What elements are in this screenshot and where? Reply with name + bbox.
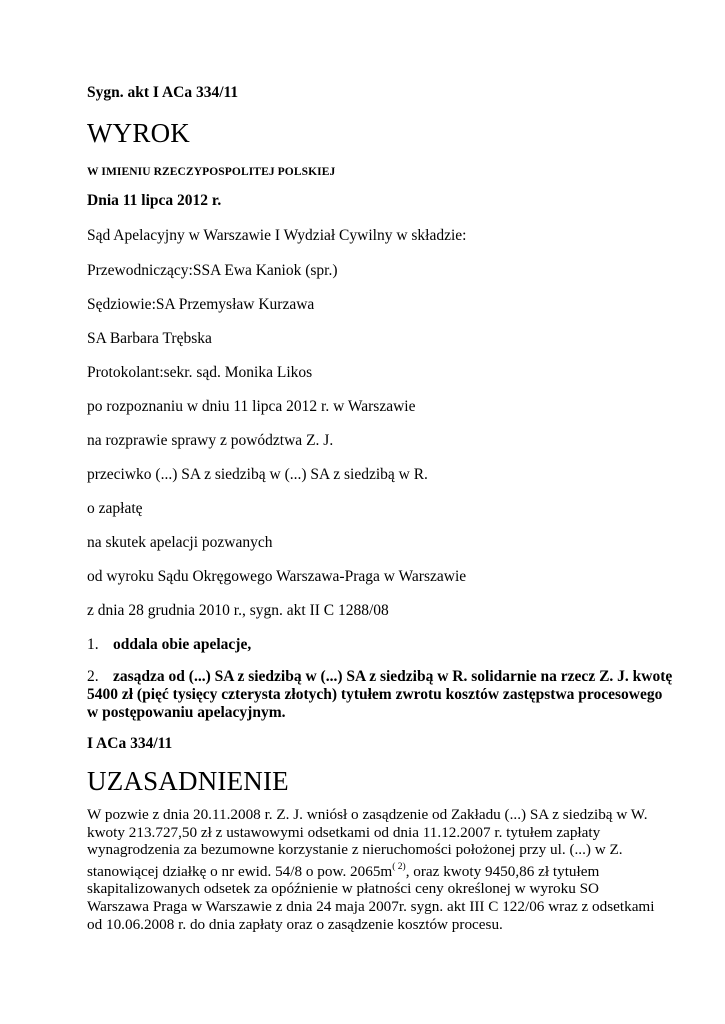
paragraph-line: W pozwie z dnia 20.11.2008 r. Z. J. wniósł o zasądzenie od Zakładu (...) SA z siedzibą w W. bbox=[87, 806, 648, 823]
ruling-number: 1. bbox=[87, 636, 99, 653]
judgment-origin: od wyroku Sądu Okręgowego Warszawa-Praga w Warszawie bbox=[87, 568, 467, 585]
court-clerk: Protokolant:sekr. sąd. Monika Likos bbox=[87, 364, 313, 381]
justification-signature: I ACa 334/11 bbox=[87, 735, 173, 752]
paragraph-line: kwoty 213.727,50 zł z ustawowymi odsetkami od dnia 11.12.2007 r. tytułem zapłaty bbox=[87, 823, 601, 841]
judgment-origin-date: z dnia 28 grudnia 2010 r., sygn. akt II C 1288/08 bbox=[87, 602, 389, 619]
ruling-text-continued: w postępowaniu apelacyjnym. bbox=[87, 704, 286, 721]
justification-paragraph bbox=[87, 806, 655, 933]
trial-info: na rozprawie sprawy z powództwa Z. J. bbox=[87, 432, 334, 449]
case-signature: Sygn. akt I ACa 334/11 bbox=[87, 84, 239, 101]
judge-second: SA Barbara Trębska bbox=[87, 330, 212, 347]
paragraph-line bbox=[87, 859, 647, 881]
ruling-text-continued: 5400 zł (pięć tysięcy czterysta złotych) tytułem zwrotu kosztów zastępstwa procesowego bbox=[87, 686, 663, 703]
judgment-subtitle: W IMIENIU RZECZYPOSPOLITEJ POLSKIEJ bbox=[87, 166, 336, 178]
judgment-title: WYROK bbox=[87, 118, 190, 148]
ruling-item bbox=[87, 636, 251, 654]
paragraph-line: wynagrodzenia za bezumowne korzystanie z nieruchomości położonej przy ul. (...) w Z. bbox=[87, 841, 623, 859]
ruling-text: zasądza od (...) SA z siedzibą w (...) SA z siedzibą w R. solidarnie na rzecz Z. J. kwotę bbox=[113, 668, 673, 685]
ruling-item bbox=[87, 668, 672, 686]
defendants: przeciwko (...) SA z siedzibą w (...) SA z siedzibą w R. bbox=[87, 466, 428, 483]
paragraph-line-text: stanowiącej działkę o nr ewid. 54/8 o pow. 2065m bbox=[87, 862, 393, 880]
paragraph-line-tail: , oraz kwoty 9450,86 zł tytułem bbox=[405, 862, 600, 880]
presiding-judge: Przewodniczący:SSA Ewa Kaniok (spr.) bbox=[87, 262, 338, 279]
footnote-superscript: ( 2) bbox=[392, 861, 406, 872]
judges: Sędziowie:SA Przemysław Kurzawa bbox=[87, 296, 315, 313]
appeal-info: na skutek apelacji pozwanych bbox=[87, 534, 273, 551]
court-composition: Sąd Apelacyjny w Warszawie I Wydział Cywilny w składzie: bbox=[87, 227, 467, 244]
ruling-text: oddala obie apelacje, bbox=[113, 636, 252, 653]
paragraph-line: skapitalizowanych odsetek za opóźnienie w płatności ceny określonej w wyroku SO bbox=[87, 880, 600, 898]
judgment-date: Dnia 11 lipca 2012 r. bbox=[87, 192, 222, 209]
paragraph-line: Warszawa Praga w Warszawie z dnia 24 maja 2007r. sygn. akt III C 122/06 wraz z odsetkami bbox=[87, 897, 655, 915]
paragraph-line: od 10.06.2008 r. do dnia zapłaty oraz o zasądzenie kosztów procesu. bbox=[87, 915, 503, 933]
hearing-info: po rozpoznaniu w dniu 11 lipca 2012 r. w Warszawie bbox=[87, 398, 416, 415]
case-subject: o zapłatę bbox=[87, 500, 143, 517]
ruling-number: 2. bbox=[87, 668, 99, 685]
justification-title: UZASADNIENIE bbox=[87, 766, 289, 796]
